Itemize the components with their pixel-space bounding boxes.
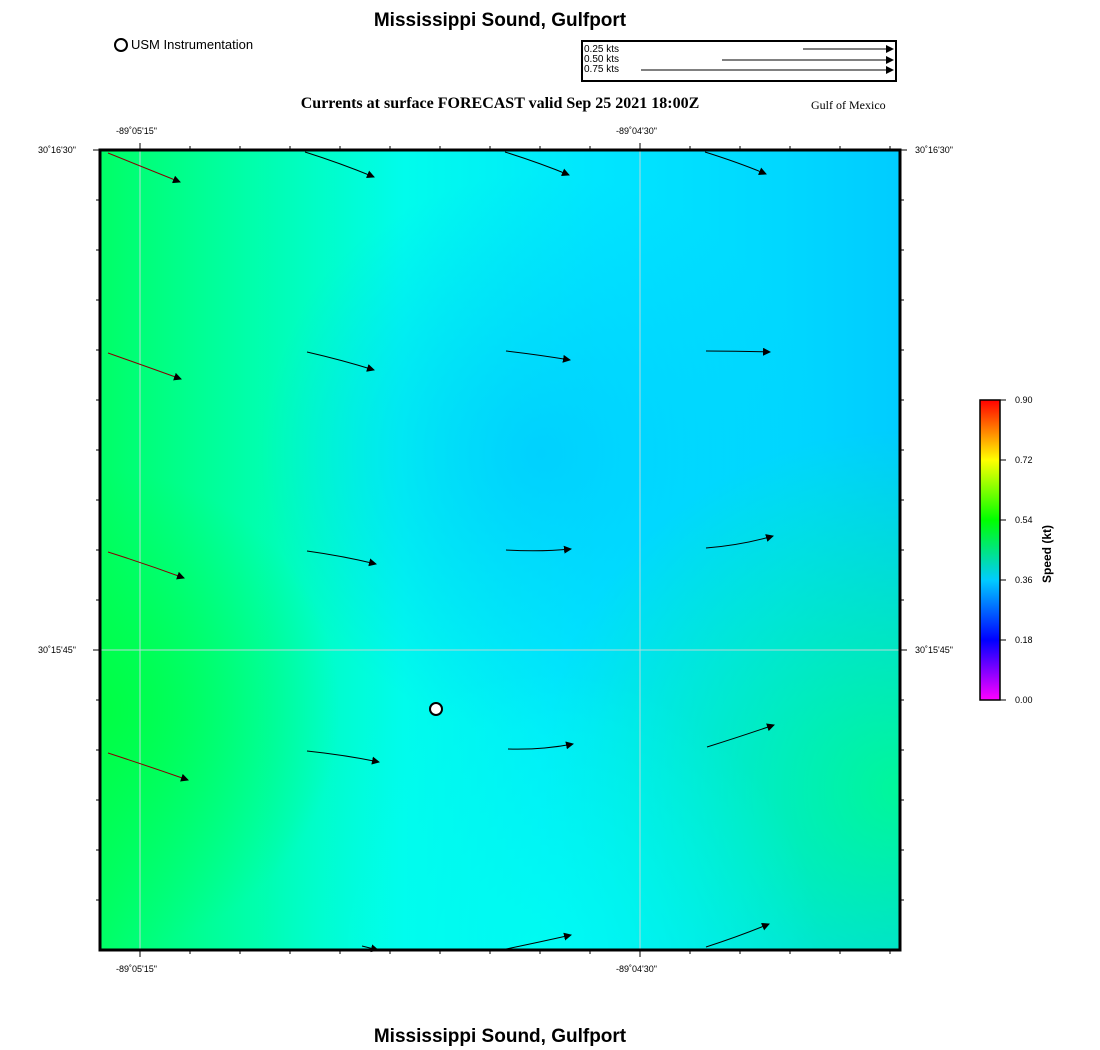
station-marker[interactable] [430,703,442,715]
colorbar-tick-label: 0.00 [1015,695,1033,705]
lat-label-right-2: 30˚15'45" [915,645,953,655]
colorbar-ticks [1000,400,1006,700]
vector-scale-label-3: 0.75 kts [584,64,620,75]
lat-label-right-1: 30˚16'30" [915,145,953,155]
speed-field [100,150,900,950]
vector-scale-label-1: 0.25 kts [584,44,620,55]
map-title: Mississippi Sound, Gulfport [373,10,627,31]
forecast-subtitle: Currents at surface FORECAST valid Sep 25 2021 18:00Z [300,95,700,112]
lat-label-left-1: 30˚16'30" [38,145,76,155]
station-legend-label: USM Instrumentation [131,37,254,52]
colorbar-tick-label: 0.18 [1015,635,1033,645]
lon-label-bottom-2: -89˚04'30" [616,964,657,974]
lon-label-bottom-1: -89˚05'15" [116,964,157,974]
colorbar-tick-label: 0.36 [1015,575,1033,585]
colorbar-tick-label: 0.54 [1015,515,1033,525]
colorbar-tick-label: 0.72 [1015,455,1033,465]
colorbar [980,400,1000,700]
lon-label-top-1: -89˚05'15" [116,126,157,136]
vector-scale-label-2: 0.50 kts [584,54,620,65]
lon-label-top-2: -89˚04'30" [616,126,657,136]
colorbar-tick-label: 0.90 [1015,395,1033,405]
map-footer-title: Mississippi Sound, Gulfport [373,1026,627,1047]
colorbar-title: Speed (kt) [1040,524,1054,583]
region-label: Gulf of Mexico [811,98,886,112]
lat-label-left-2: 30˚15'45" [38,645,76,655]
